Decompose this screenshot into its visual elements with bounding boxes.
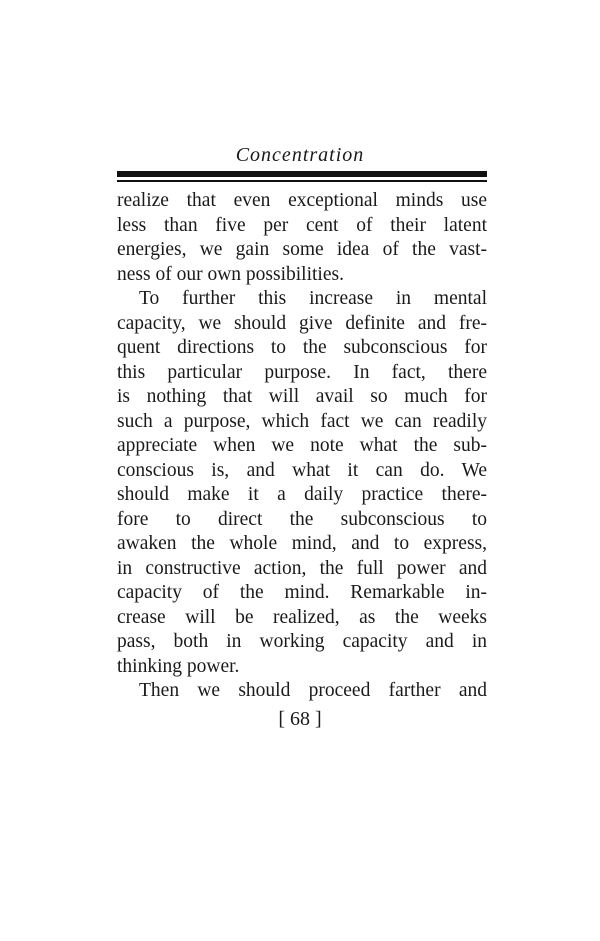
text-line: should make it a daily practice there- bbox=[117, 484, 487, 505]
text-line: appreciate when we note what the sub- bbox=[117, 435, 487, 456]
text-line: fore to direct the subconscious to bbox=[117, 508, 487, 530]
text-line: capacity of the mind. Remarkable in- bbox=[117, 582, 487, 603]
text-line: pass, both in working capacity and in bbox=[117, 631, 487, 652]
body-text bbox=[117, 189, 487, 704]
text-line: capacity, we should give definite and fre- bbox=[117, 312, 487, 334]
text-line: thinking power. bbox=[117, 655, 240, 677]
text-line: crease will be realized, as the weeks bbox=[117, 606, 487, 628]
text-line: Then we should proceed farther and bbox=[139, 680, 487, 701]
text-line: ness of our own possibilities. bbox=[117, 263, 344, 285]
header-rule-thick bbox=[117, 171, 487, 177]
text-line: quent directions to the subconscious for bbox=[117, 337, 487, 358]
running-header: Concentration bbox=[235, 144, 365, 166]
text-line: conscious is, and what it can do. We bbox=[117, 459, 487, 481]
text-line: is nothing that will avail so much for bbox=[117, 386, 487, 407]
text-line: less than five per cent of their latent bbox=[117, 214, 487, 236]
page-number: [ 68 ] bbox=[278, 708, 322, 730]
text-line: energies, we gain some idea of the vast- bbox=[117, 239, 487, 260]
text-line: awaken the whole mind, and to express, bbox=[117, 533, 487, 554]
text-line: realize that even exceptional minds use bbox=[117, 190, 487, 211]
text-line: such a purpose, which fact we can readily bbox=[117, 410, 487, 432]
text-line: To further this increase in mental bbox=[139, 288, 487, 309]
text-line: in constructive action, the full power and bbox=[117, 557, 487, 579]
header-rule-thin bbox=[117, 180, 487, 182]
text-line: this particular purpose. In fact, there bbox=[117, 361, 487, 383]
